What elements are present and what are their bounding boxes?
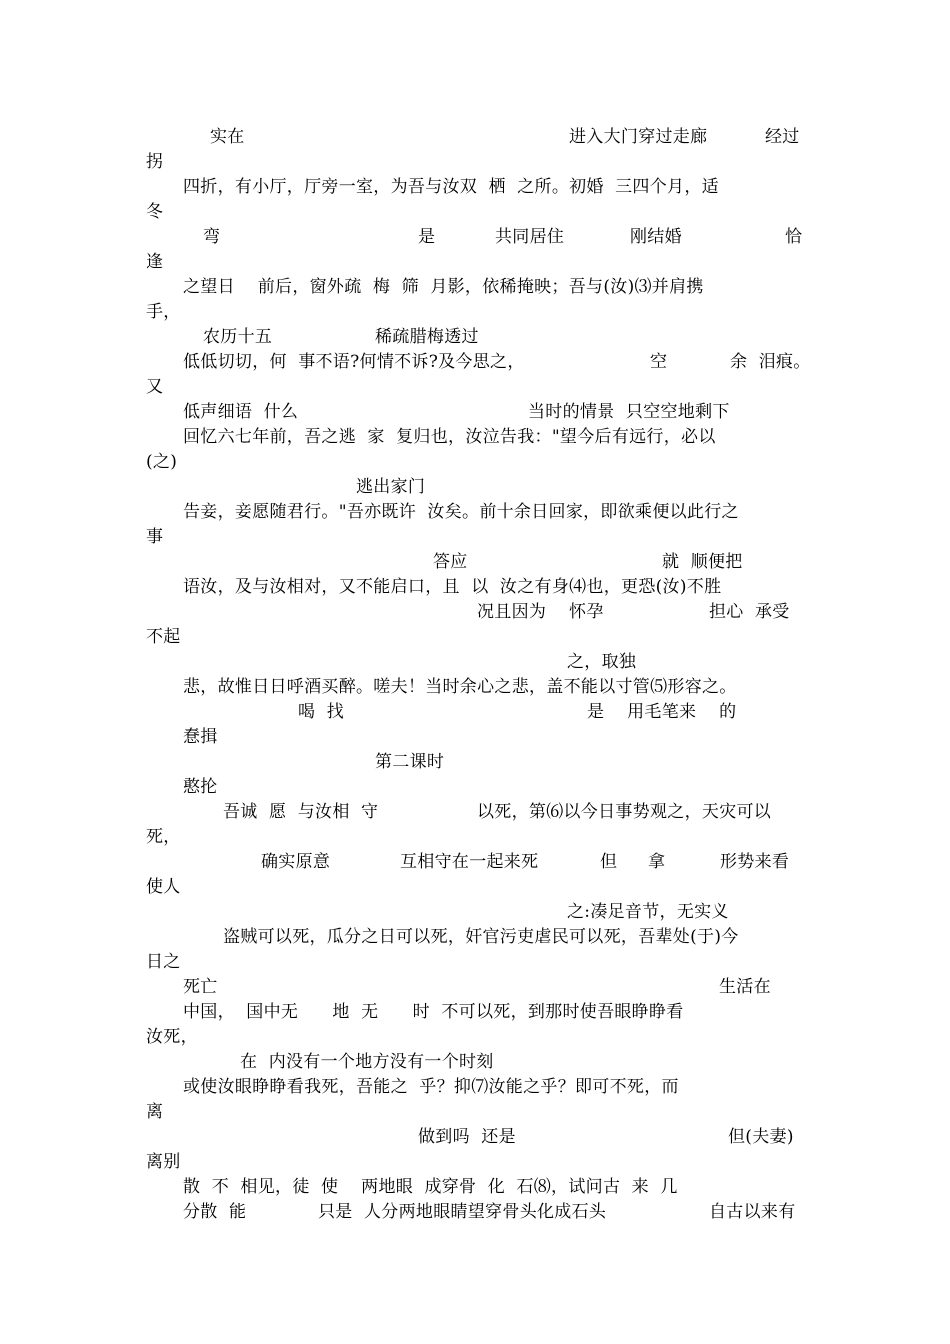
- gloss-line: 低声细语 什么: [183, 402, 299, 422]
- gloss-line: 但: [600, 852, 618, 872]
- text-line: 空: [650, 352, 668, 372]
- gloss-line: 分散 能: [183, 1202, 247, 1222]
- gloss-line: 之:凑足音节，无实义: [567, 902, 729, 922]
- gloss-line: 就 顺便把: [662, 552, 743, 572]
- gloss-line: 进入大门穿过走廊: [569, 127, 708, 147]
- gloss-line: 共同居住: [495, 227, 565, 247]
- text-line: (之): [146, 452, 178, 472]
- text-line: 汝死，: [146, 1027, 198, 1047]
- gloss-line: 但(夫妻): [728, 1127, 794, 1147]
- gloss-line: 是: [418, 227, 436, 247]
- gloss-line: 做到吗 还是: [418, 1127, 516, 1147]
- gloss-line: 确实原意: [261, 852, 331, 872]
- gloss-line: 担心 承受: [709, 602, 790, 622]
- text-line: 四折，有小厅，厅旁一室，为吾与汝双 栖 之所。初婚 三四个月，适: [183, 177, 719, 197]
- gloss-line: 形势来看: [720, 852, 790, 872]
- gloss-line: 只是 人分两地眼睛望穿骨头化成石头: [318, 1202, 607, 1222]
- gloss-line: 稀疏腊梅透过: [375, 327, 479, 347]
- text-line: 回忆六七年前，吾之逃 家 复归也，汝泣告我："望今后有远行，必以: [183, 427, 716, 447]
- gloss-line: 自古以来有: [709, 1202, 796, 1222]
- text-line: 余 泪痕。: [730, 352, 811, 372]
- gloss-line: 喝 找: [298, 702, 345, 722]
- text-line: 吾诚 愿 与汝相 守: [223, 802, 379, 822]
- text-line: 使人: [146, 877, 181, 897]
- gloss-line: 是 用毛笔来 的: [587, 702, 737, 722]
- text-line: 惷揖: [183, 727, 218, 747]
- text-line: 语汝，及与汝相对，又不能启口，且 以 汝之有身⑷也，更恐(汝)不胜: [183, 577, 722, 597]
- gloss-line: 弯: [203, 227, 221, 247]
- section-heading: 第二课时: [375, 752, 445, 772]
- text-line: 离: [146, 1102, 164, 1122]
- text-line: 低低切切，何 事不语?何情不诉?及今思之，: [183, 352, 525, 372]
- text-line: 以死，第⑹以今日事势观之，天灾可以: [477, 802, 772, 822]
- text-line: 之望日 前后，窗外疏 梅 筛 月影，依稀掩映；吾与(汝)⑶并肩携: [183, 277, 704, 297]
- text-line: 告妾，妾愿随君行。"吾亦既许 汝矣。前十余日回家，即欲乘便以此行之: [183, 502, 739, 522]
- gloss-line: 况且因为 怀孕: [477, 602, 604, 622]
- gloss-line: 经过: [765, 127, 800, 147]
- text-line: 逢: [146, 252, 164, 272]
- gloss-line: 农历十五: [203, 327, 273, 347]
- text-line: 不起: [146, 627, 181, 647]
- text-line: 离别: [146, 1152, 181, 1172]
- text-line: 日之: [146, 952, 181, 972]
- text-line: 拐: [146, 152, 164, 172]
- text-line: 憨抡: [183, 777, 218, 797]
- gloss-line: 当时的情景 只空空地剩下: [528, 402, 730, 422]
- gloss-line: 答应: [433, 552, 468, 572]
- gloss-line: 逃出家门: [356, 477, 426, 497]
- text-line: 手，: [146, 302, 181, 322]
- gloss-line: 刚结婚: [630, 227, 682, 247]
- gloss-line: 互相守在一起来死: [400, 852, 539, 872]
- text-line: 盗贼可以死，瓜分之日可以死，奸官污吏虐民可以死，吾辈处(于)今: [223, 927, 739, 947]
- text-line: 或使汝眼睁睁看我死，吾能之 乎？抑⑺汝能之乎？即可不死，而: [183, 1077, 679, 1097]
- gloss-line: 在 内没有一个地方没有一个时刻: [240, 1052, 494, 1072]
- gloss-line: 之，取独: [567, 652, 637, 672]
- text-line: 事: [146, 527, 164, 547]
- text-line: 悲，故惟日日呼酒买醉。嗟夫！当时余心之悲，盖不能以寸管⑸形容之。: [183, 677, 737, 697]
- gloss-line: 实在: [210, 127, 245, 147]
- text-line: 散 不 相见，徒 使 两地眼 成穿骨 化 石⑻，试问古 来 几: [183, 1177, 678, 1197]
- text-line: 中国， 国中无 地 无 时 不可以死，到那时使吾眼睁睁看: [183, 1002, 684, 1022]
- gloss-line: 恰: [785, 227, 803, 247]
- text-line: 冬: [146, 202, 164, 222]
- text-line: 死，: [146, 827, 181, 847]
- gloss-line: 生活在: [719, 977, 771, 997]
- gloss-line: 拿: [648, 852, 666, 872]
- gloss-line: 死亡: [183, 977, 218, 997]
- text-line: 又: [146, 377, 164, 397]
